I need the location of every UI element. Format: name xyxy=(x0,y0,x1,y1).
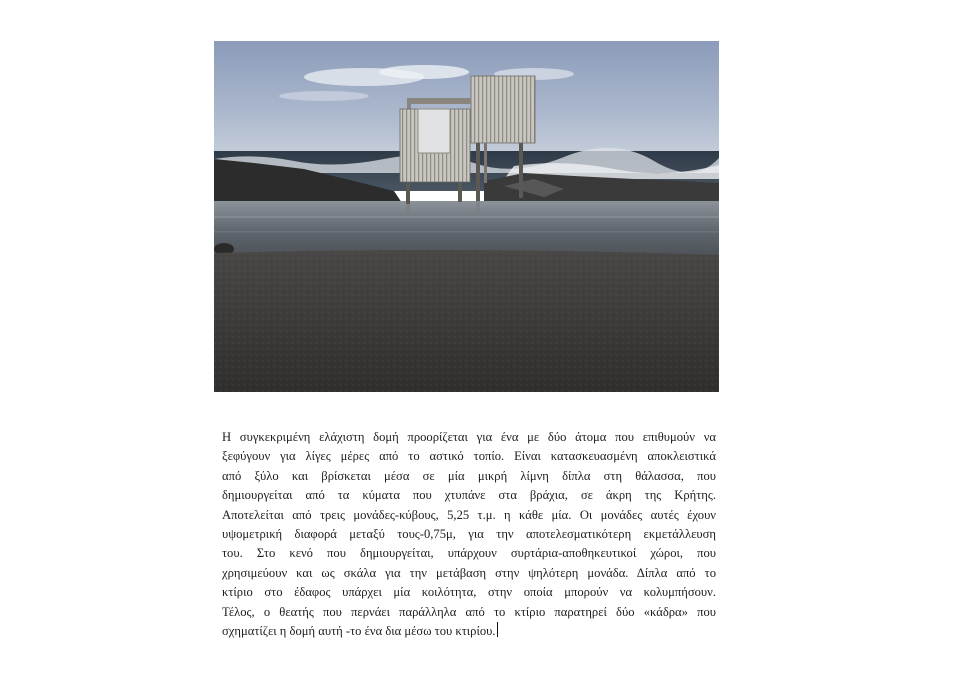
text-line: χρησιμεύουν και ως σκάλα για την μετάβαση στην ψηλότερη μονάδα. Δίπλα από το xyxy=(222,565,716,580)
text-line: υψομετρική διαφορά μεταξύ τους-0,75μ, για την αποτελεσματικότερη εκμετάλλευση xyxy=(222,527,716,542)
beach-cabin-photo xyxy=(214,41,719,392)
text-line: ξεφύγουν για λίγες μέρες από το αστικό τοπίο. Είναι κατασκευασμένη αποκλειστικά xyxy=(222,449,716,464)
text-line: από ξύλο και βρίσκεται μέσα σε μία μικρή λίμνη δίπλα στη θάλασσα, που xyxy=(222,468,716,483)
text-cursor xyxy=(497,622,499,637)
text-line: του. Στο κενό που δημιουργείται, υπάρχουν συρτάρια-αποθηκευτικοί χώροι, που xyxy=(222,546,716,561)
text-line: δημιουργείται από τα κύματα που χτυπάνε στα βράχια, σε άκρη της Κρήτης. xyxy=(222,488,716,503)
text-line: Τέλος, ο θεατής που περνάει παράλληλα από το κτίριο παρατηρεί δύο «κάδρα» που xyxy=(222,604,716,619)
text-line: σχηματίζει η δομή αυτή -το ένα δια μέσω του κτιρίου. xyxy=(222,624,496,639)
text-line: Αποτελείται από τρεις μονάδες-κύβους, 5,25 τ.μ. η κάθε μία. Οι μονάδες αυτές έχουν xyxy=(222,507,716,522)
description-paragraph xyxy=(222,428,716,641)
text-line: κτίριο στο έδαφος υπάρχει μία κοιλότητα, στην οποία μπορούν να κολυμπήσουν. xyxy=(222,585,716,600)
text-line-last xyxy=(222,622,716,641)
text-line: Η συγκεκριμένη ελάχιστη δομή προορίζεται για ένα με δύο άτομα που επιθυμούν να xyxy=(222,430,716,444)
